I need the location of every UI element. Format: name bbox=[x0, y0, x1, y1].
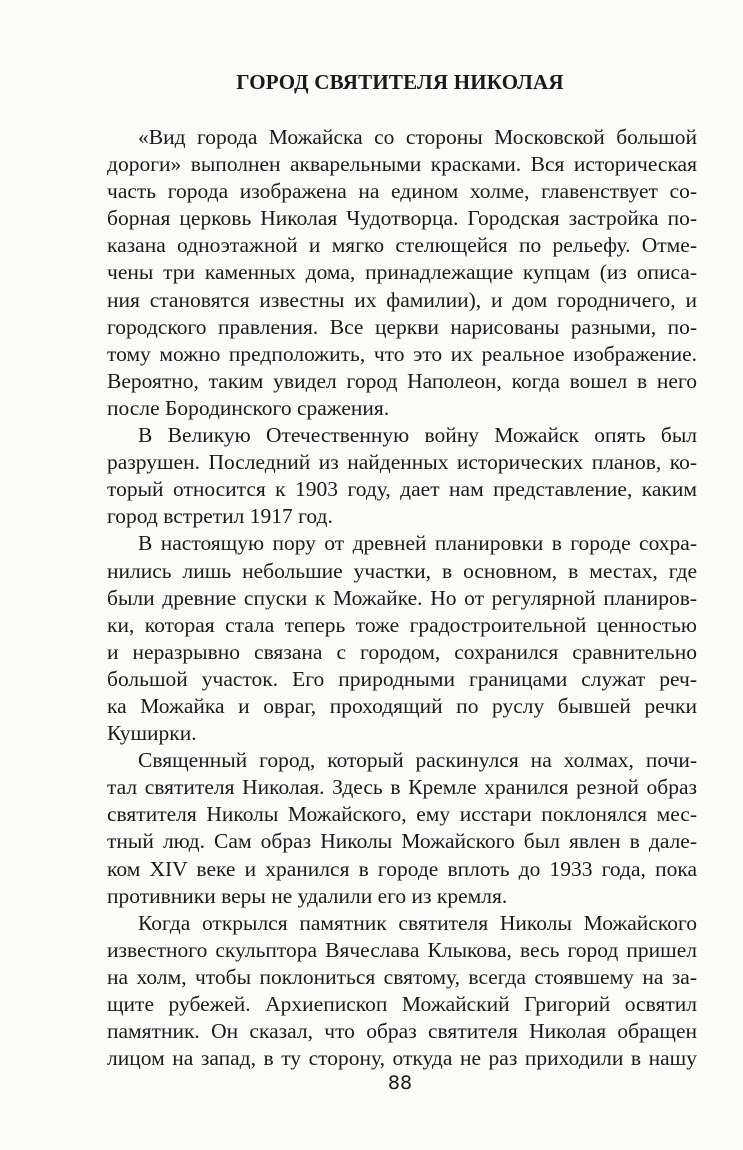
text-line: памятник. Он сказал, что образ святителя Николая обращен bbox=[107, 1019, 697, 1044]
page-number: 88 bbox=[387, 1072, 413, 1094]
text-line: Вероятно, таким увидел город Наполеон, когда вошел в него bbox=[107, 368, 697, 393]
text-line: Когда открылся памятник святителя Николы Можайского bbox=[138, 910, 697, 935]
text-line: борная церковь Николая Чудотворца. Городская застройка по- bbox=[107, 206, 697, 231]
text-line: щите рубежей. Архиепископ Можайский Григорий освятил bbox=[107, 992, 697, 1016]
chapter-title: ГОРОД СВЯТИТЕЛЯ НИКОЛАЯ bbox=[236, 70, 564, 94]
text-line: «Вид города Можайска со стороны Московской большой bbox=[138, 125, 697, 149]
text-line: город встретил 1917 год. bbox=[107, 504, 333, 529]
text-line: казана одноэтажной и мягко стелющейся по рельефу. Отме- bbox=[107, 233, 697, 258]
paragraph bbox=[107, 747, 697, 910]
text-line: известного скульптора Вячеслава Клыкова, весь город пришел bbox=[107, 937, 697, 962]
text-line: после Бородинского сражения. bbox=[107, 395, 390, 420]
text-line: тный люд. Сам образ Николы Можайского был явлен в дале- bbox=[107, 829, 697, 854]
text-line: святителя Николы Можайского, ему исстари поклонялся мес- bbox=[107, 802, 697, 827]
text-line: противники веры не удалили его из кремля. bbox=[107, 883, 508, 908]
text-line: ки, которая стала теперь тоже градостроительной ценностью bbox=[107, 612, 697, 637]
paragraph bbox=[107, 124, 697, 422]
body-text bbox=[107, 124, 697, 1072]
text-line: ка Можайка и овраг, проходящий по руслу бывшей речки bbox=[107, 693, 697, 718]
paragraph bbox=[107, 910, 697, 1073]
text-line: были древние спуски к Можайке. Но от регулярной планиров- bbox=[107, 585, 697, 610]
text-line: Куширки. bbox=[107, 721, 197, 746]
paragraph bbox=[107, 530, 697, 747]
text-line: тому можно предположить, что это их реальное изображение. bbox=[107, 341, 697, 366]
text-line: В настоящую пору от древней планировки в городе сохра- bbox=[138, 531, 697, 556]
text-line: ния становятся известны их фамилии), и дом городничего, и bbox=[107, 287, 697, 312]
text-line: ком XIV веке и хранился в городе вплоть до 1933 года, пока bbox=[107, 856, 697, 881]
text-line: чены три каменных дома, принадлежащие купцам (из описа- bbox=[107, 260, 697, 285]
text-line: дороги» выполнен акварельными красками. Вся историческая bbox=[107, 152, 697, 177]
text-line: В Великую Отечественную войну Можайск опять был bbox=[138, 423, 697, 448]
text-line: на холм, чтобы поклониться святому, всегда стоявшему на за- bbox=[107, 964, 697, 989]
text-line: тал святителя Николая. Здесь в Кремле хранился резной образ bbox=[107, 775, 697, 800]
text-line: городского правления. Все церкви нарисованы разными, по- bbox=[107, 314, 697, 339]
text-line: часть города изображена на едином холме, главенствует со- bbox=[107, 179, 697, 204]
text-line: и неразрывно связана с городом, сохранился сравнительно bbox=[107, 639, 697, 664]
text-line: лицом на запад, в ту сторону, откуда не раз приходили в нашу bbox=[107, 1046, 697, 1071]
text-line: нились лишь небольшие участки, в основном, в местах, где bbox=[107, 558, 697, 583]
text-line: большой участок. Его природными границами служат реч- bbox=[107, 666, 697, 691]
text-line: Священный город, который раскинулся на холмах, почи- bbox=[138, 748, 697, 773]
text-line: торый относится к 1903 году, дает нам представление, каким bbox=[107, 477, 697, 502]
text-line: разрушен. Последний из найденных исторических планов, ко- bbox=[107, 450, 697, 475]
paragraph bbox=[107, 422, 697, 530]
